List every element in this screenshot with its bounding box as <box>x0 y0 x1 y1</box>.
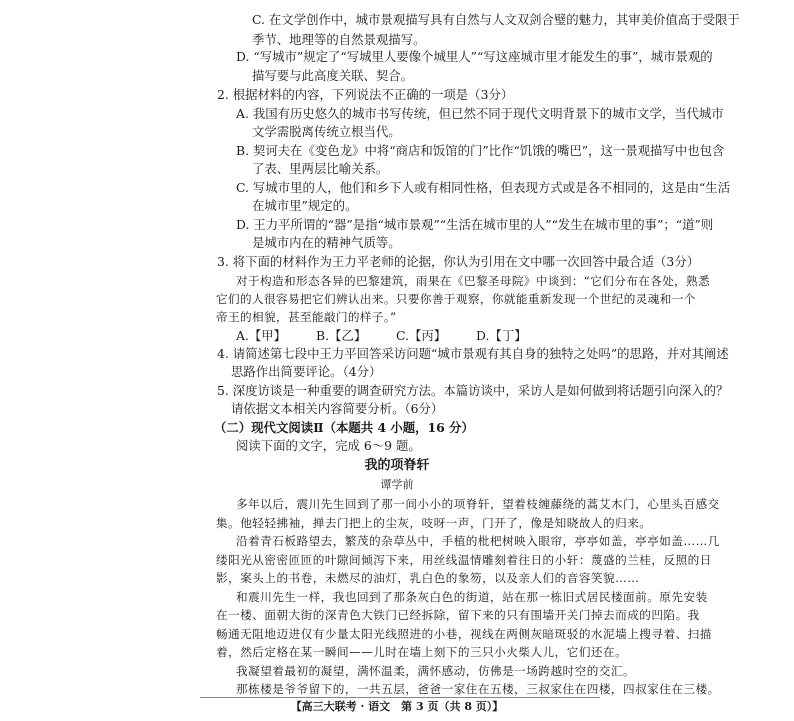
q2-option-b-line2: 了表、里两层比喻关系。 <box>252 161 389 176</box>
q3-material-line1: 对于构造和形态各异的巴黎建筑，雨果在《巴黎圣母院》中谈到：“它们分布在各处，熟悉 <box>236 274 711 288</box>
paragraph-5-line1: 那栋楼是爷爷留下的，一共五层，爸爸一家住在五楼，三叔家住在四楼，四叔家住在三楼。 <box>236 682 720 696</box>
paragraph-1-line2: 集。他轻轻拂袖，掸去门把上的尘灰，吱呀一声，门开了，像是知晓故人的归来。 <box>216 516 652 530</box>
paragraph-2-line3: 影，案头上的书卷，未燃尽的油灯，乳白色的象笏，以及亲人们的音容笑貌…… <box>216 571 640 585</box>
paragraph-4: 我凝望着最初的凝望，满怀温柔，满怀感动，仿佛是一场跨越时空的交汇。 <box>236 664 636 678</box>
q2-option-c-line2: 在城市里”规定的。 <box>252 198 358 213</box>
q3-option-a: A.【甲】 <box>236 328 287 343</box>
article-author: 谭学前 <box>380 478 414 491</box>
section-2-heading: （二）现代文阅读Ⅱ（本题共 4 小题，16 分） <box>214 420 474 435</box>
q3-option-d: D.【丁】 <box>476 328 527 343</box>
q3-option-c: C.【丙】 <box>396 328 447 343</box>
paragraph-3-line2: 在一楼、面朝大街的深青色大铁门已经拆除，留下来的只有围墙开关门掉去而成的凹陷。我 <box>216 608 700 622</box>
q1-option-c-line1: C. 在文学创作中，城市景观描写具有自然与人文双剑合璧的魅力，其审美价值高于受限于 <box>252 12 740 27</box>
question-3: 3. 将下面的材料作为王力平老师的论据，你认为引用在文中哪一次回答中最合适（3分） <box>217 254 700 269</box>
paragraph-1-line1: 多年以后，震川先生回到了那一间小小的项脊轩，望着枝缠藤绕的蒿艾木门，心里头百感交 <box>236 497 720 511</box>
paragraph-3-line1: 和震川先生一样，我也回到了那条灰白色的街道，站在那一栋旧式居民楼面前。原先安装 <box>236 590 708 604</box>
reading-instruction: 阅读下面的文字，完成 6～9 题。 <box>236 438 421 453</box>
q2-option-d-line2: 是城市内在的精神气质等。 <box>252 235 401 250</box>
q3-options <box>236 328 556 344</box>
q2-option-c-line1: C. 写城市里的人，他们和乡下人或有相同性格，但表现方式或是各不相同的，这是由“生活 <box>236 180 731 195</box>
paragraph-3-line4: 着，然后定格在某一瞬间——儿时在墙上刻下的三只小火柴人儿，它们还在。 <box>216 645 628 659</box>
q1-option-d-line2: 描写要与此高度关联、契合。 <box>252 68 414 83</box>
q3-option-b: B.【乙】 <box>316 328 367 343</box>
article-title: 我的项脊轩 <box>364 458 430 473</box>
question-4-line2: 思路作出简要评论。（4分） <box>231 364 382 379</box>
question-5-line1: 5. 深度访谈是一种重要的调查研究方法。本篇访谈中，采访人是如何做到将话题引向深入的？ <box>217 383 729 398</box>
question-4-line1: 4. 请简述第七段中王力平回答采访问题“城市景观有其自身的独特之处吗”的思路，并对其阐述 <box>217 346 729 361</box>
q2-option-a-line2: 文学需脱离传统立根当代。 <box>252 124 401 139</box>
paragraph-3-line3: 畅通无阻地迈进仅有少量太阳光线照进的小巷，视线在两侧灰暗斑驳的水泥墙上搜寻着、扫描 <box>216 627 712 641</box>
question-2: 2. 根据材料的内容，下列说法不正确的一项是（3分） <box>217 87 514 102</box>
paragraph-2-line1: 沿着青石板路望去，繁茂的杂草丛中，手植的枇杷树映入眼帘，亭亭如盖，亭亭如盖……几 <box>236 534 720 548</box>
q2-option-a-line1: A. 我国有历史悠久的城市书写传统，但已然不同于现代文明背景下的城市文学，当代城市 <box>236 106 724 121</box>
q3-material-line2: 它们的人很容易把它们辨认出来。只要你善于观察，你就能重新发现一个世纪的灵魂和一个 <box>216 292 696 306</box>
q1-option-c-line2: 季节、地理等的自然景观描写。 <box>252 32 426 47</box>
page-footer: 【高三大联考 · 语文 第 3 页（共 8 页）】 <box>290 700 504 713</box>
q3-material-line3: 帝王的相貌，甚至能敲门的样子。” <box>216 310 397 324</box>
footer-divider <box>200 697 600 698</box>
q1-option-d-line1: D. “写城市”规定了“写城里人要像个城里人”“写这座城市里才能发生的事”，城市景观的 <box>236 49 713 64</box>
question-5-line2: 请依据文本相关内容简要分析。（6分） <box>231 401 444 416</box>
paragraph-2-line2: 缕阳光从密密匝匝的叶隙间倾泻下来，用丝线温情雕刻着往日的小轩：蔑盛的兰桂，反照的日 <box>216 553 712 567</box>
q2-option-b-line1: B. 契诃夫在《变色龙》中将“商店和饭馆的门”比作“饥饿的嘴巴”，这一景观描写中也包含 <box>236 143 725 158</box>
q2-option-d-line1: D. 王力平所谓的“器”是指“城市景观”“生活在城市里的人”“发生在城市里的事”；“道”则 <box>236 217 714 232</box>
